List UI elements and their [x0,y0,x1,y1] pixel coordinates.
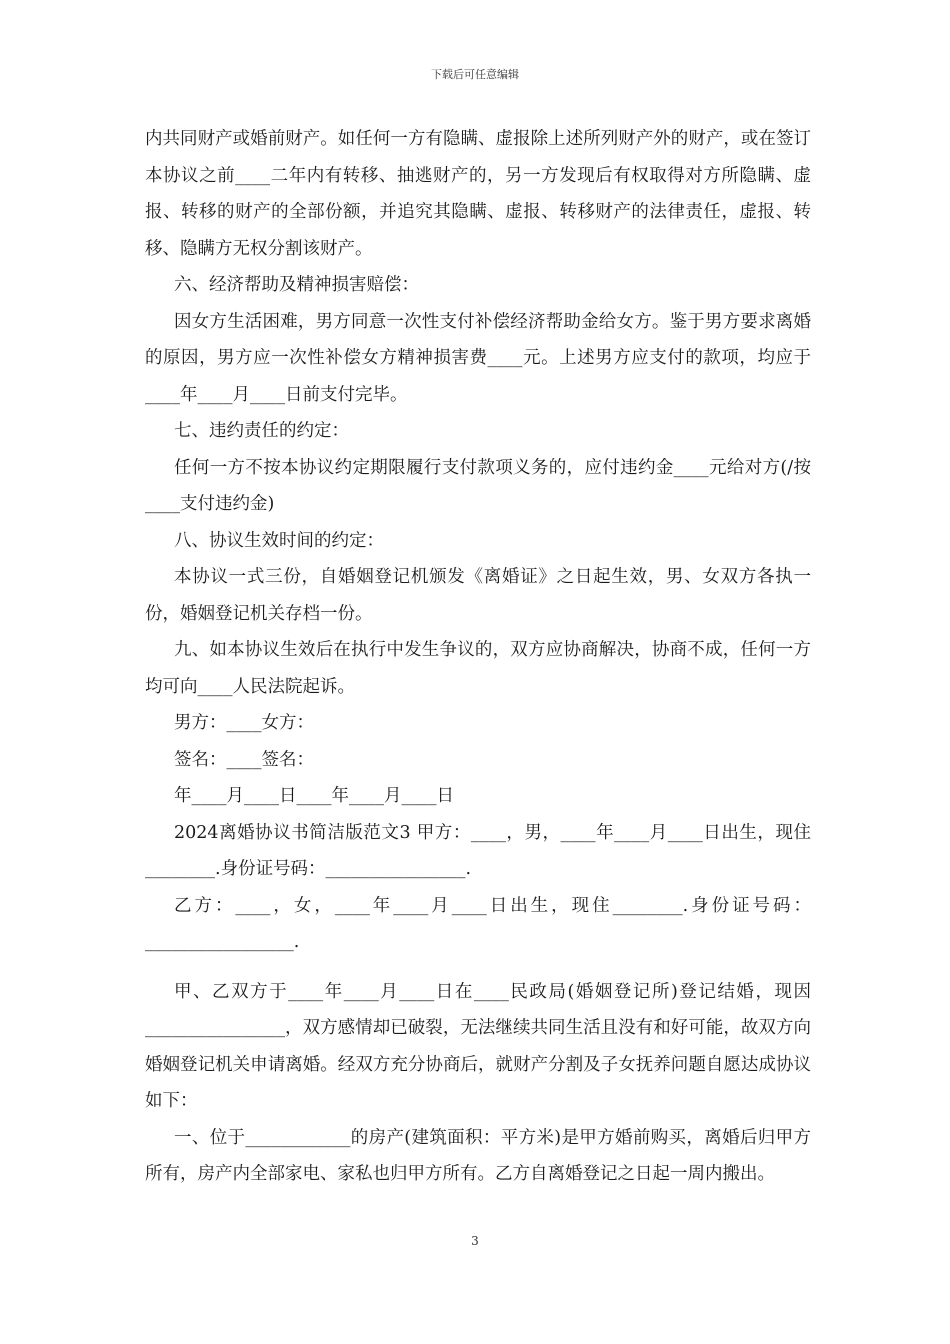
paragraph-house-property: 一、位于____________的房产(建筑面积：平方米)是甲方婚前购买，离婚后归甲方所有，房产内全部家电、家私也归甲方所有。乙方自离婚登记之日起一周内搬出。 [145,1127,811,1184]
heading-breach-liability: 七、违约责任的约定： [174,421,349,441]
paragraph-party-a: 2024离婚协议书简洁版范文3 甲方：____，男，____年____月____日出生，现住________.身份证号码：________________. [145,822,811,879]
paragraph-dispute: 九、如本协议生效后在执行中发生争议的，双方应协商解决，协商不成，任何一方均可向____人民法院起诉。 [145,640,811,697]
paragraph-party-b: 乙方：____，女，____年____月____日出生，现住________.身份证号码：_________________. [145,895,811,952]
signature-date-line: 年____月____日____年____月____日 [174,786,454,806]
paragraph-breach-liability: 任何一方不按本协议约定期限履行支付款项义务的，应付违约金____元给对方(/按____支付违约金) [145,457,811,514]
heading-economic-help: 六、经济帮助及精神损害赔偿： [174,275,419,295]
heading-effective-time: 八、协议生效时间的约定： [174,530,384,551]
signature-parties-line: 男方：____女方： [174,713,314,733]
page-header: 下载后可任意编辑 [431,68,519,81]
signature-names-line: 签名：____签名： [174,749,314,770]
paragraph-gap [145,961,811,974]
paragraph-property-concealment: 内共同财产或婚前财产。如任何一方有隐瞒、虚报除上述所列财产外的财产，或在签订本协议之前____二年内有转移、抽逃财产的，另一方发现后有权取得对方所隐瞒、虚报、转移的财产的全部份额，并追究其隐瞒、虚报、转移财产的法律责任，虚报、转移、隐瞒方无权分割该财产。 [145,129,811,259]
page-number: 3 [471,1234,479,1248]
paragraph-marriage-breakdown: 甲、乙双方于____年____月____日在____民政局(婚姻登记所)登记结婚，现因________________，双方感情却已破裂，无法继续共同生活且没有和好可能，故双方向婚姻登记机关申请离婚。经双方充分协商后，就财产分割及子女抚养问题自愿达成协议如下： [145,981,811,1111]
paragraph-economic-help: 因女方生活困难，男方同意一次性支付补偿经济帮助金给女方。鉴于男方要求离婚的原因，男方应一次性补偿女方精神损害费____元。上述男方应支付的款项，均应于____年____月____日前支付完毕。 [145,311,811,405]
paragraph-effective-time: 本协议一式三份，自婚姻登记机颁发《离婚证》之日起生效，男、女双方各执一份，婚姻登记机关存档一份。 [145,567,811,624]
document-body [145,121,811,1193]
